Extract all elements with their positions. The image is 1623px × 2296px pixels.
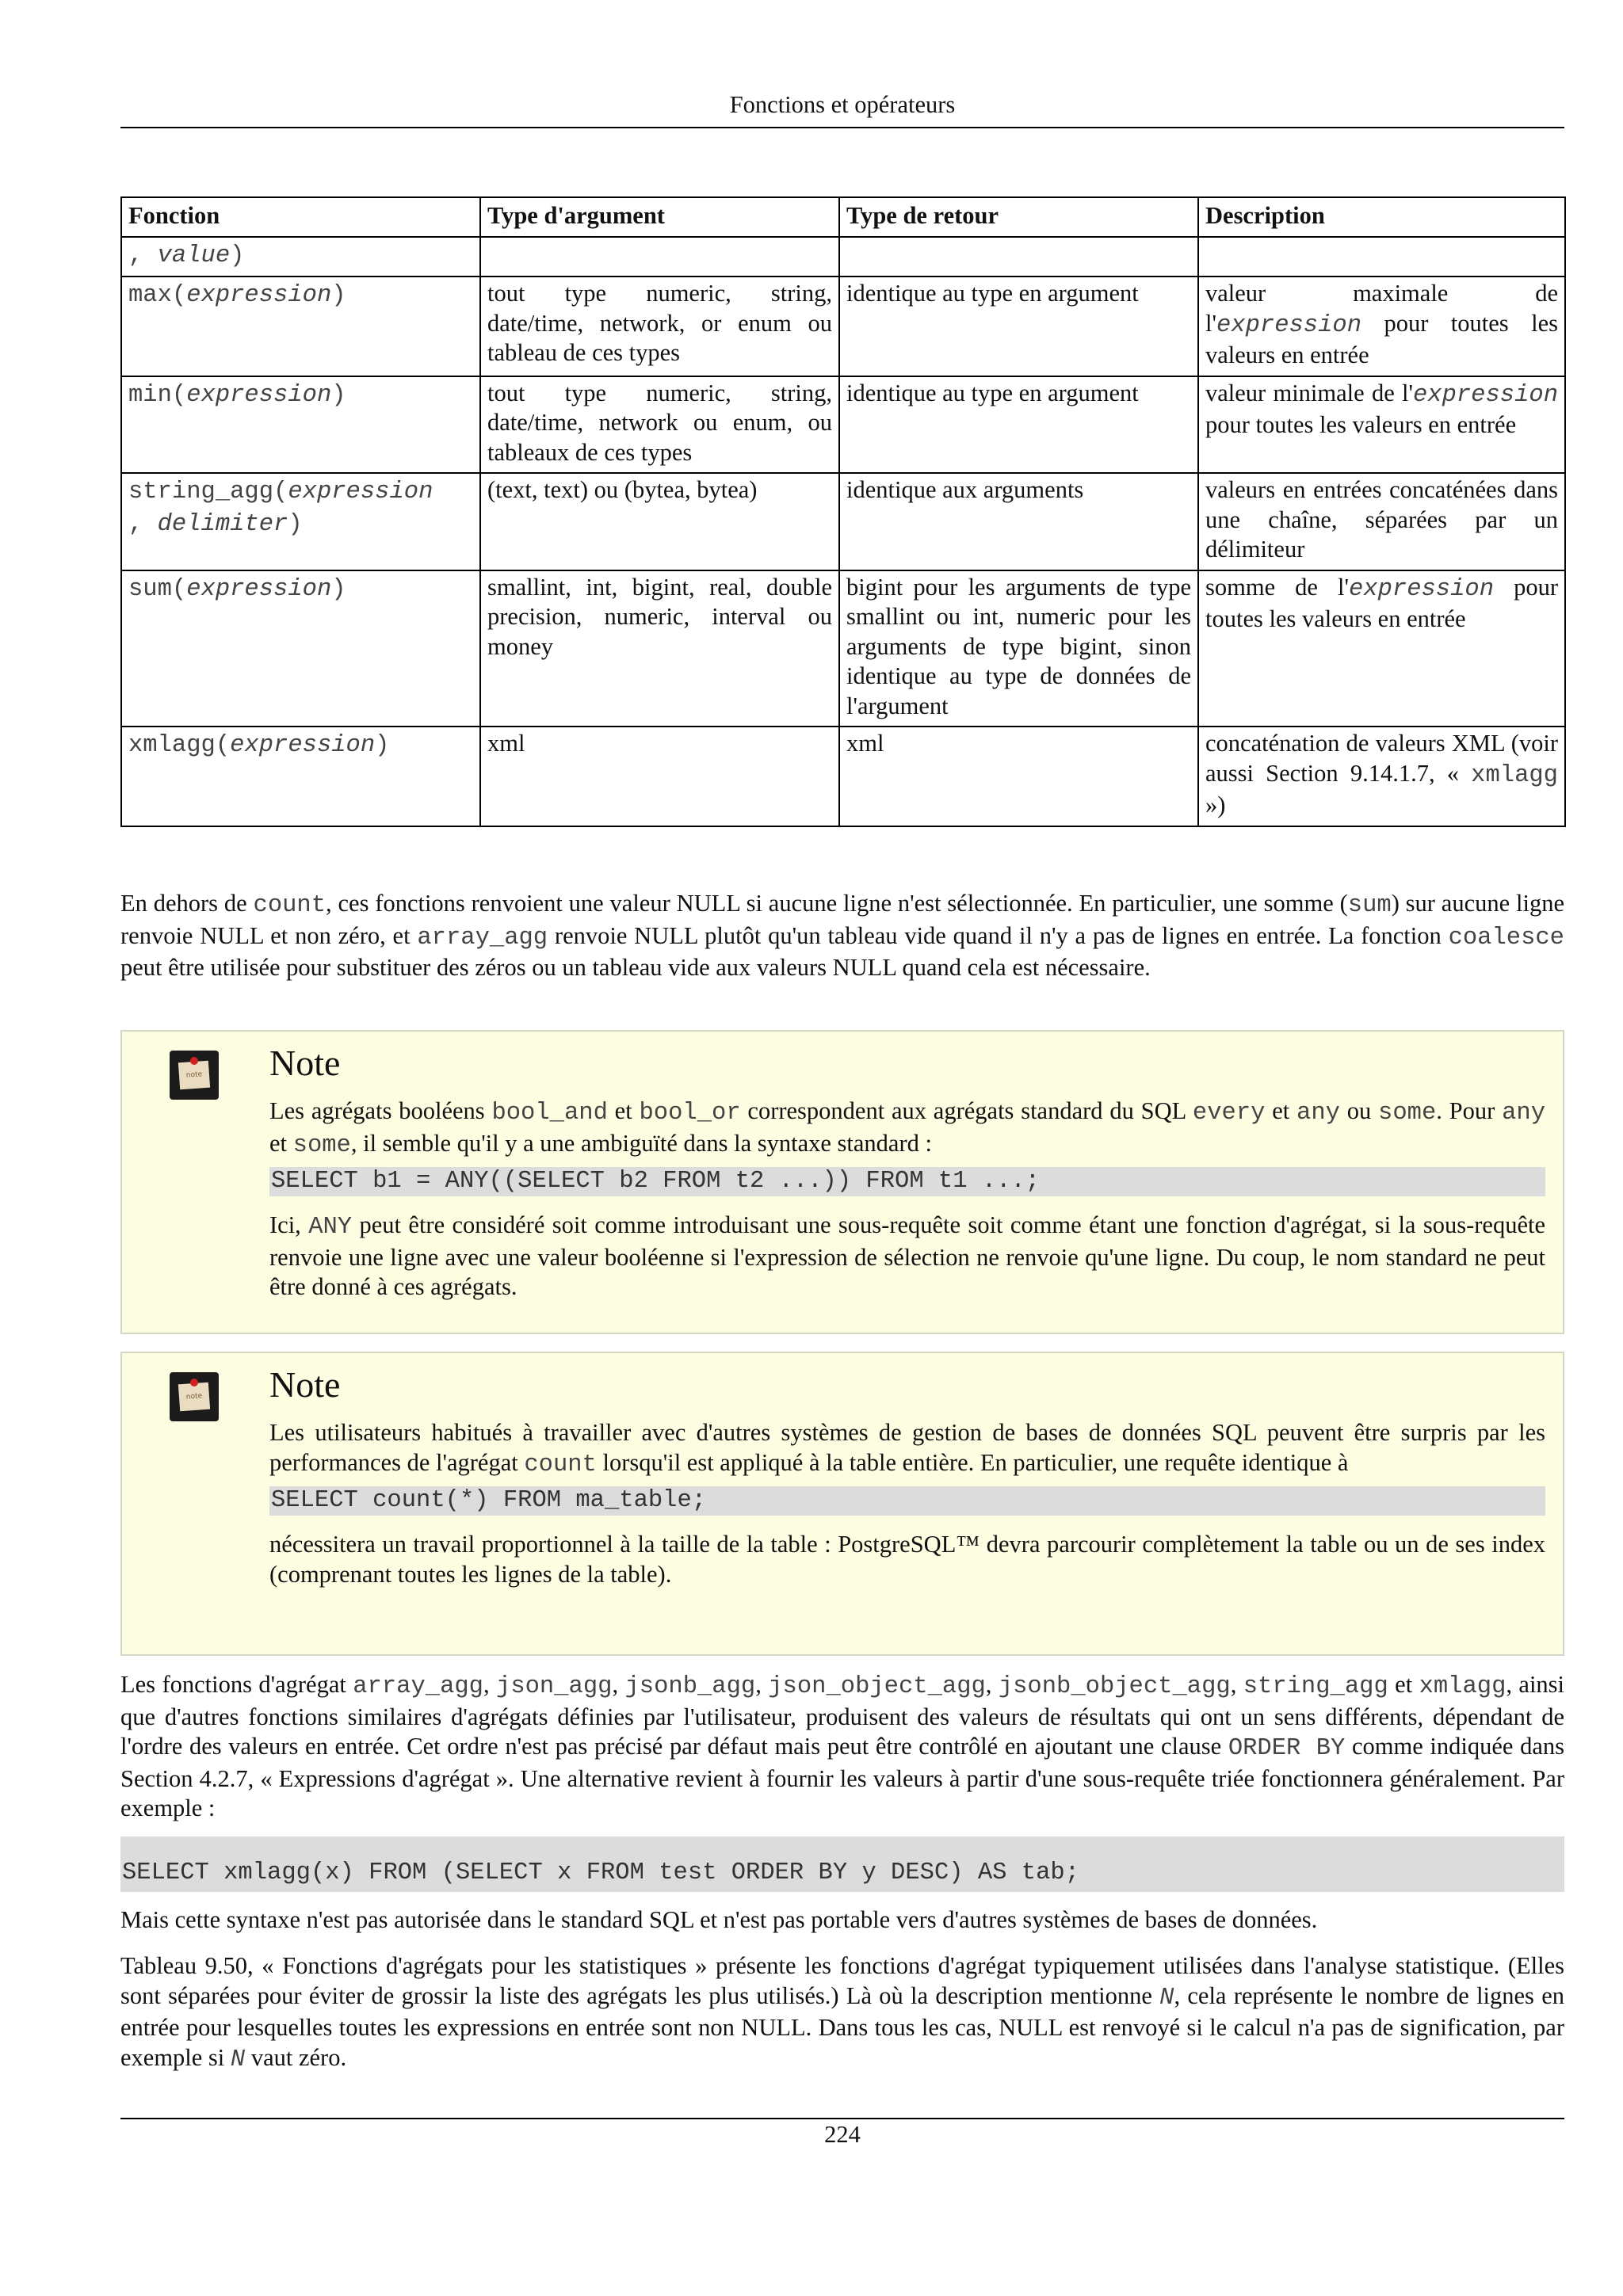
text: . Pour [1436,1097,1503,1124]
paragraph-portability: Mais cette syntaxe n'est pas autorisée dans le standard SQL et n'est pas portable vers d'autres systèmes de bases de données. [120,1906,1318,1933]
arg-type-cell [480,237,839,277]
text: correspondent aux agrégats standard du SQL [740,1097,1193,1124]
text: Tableau 9.50, « Fonctions d'agrégats pour les statistiques » présente les fonctions d'agrégat typiquement utilisées dans l'analyse statistique. (Elles sont séparées pour éviter de grossir la liste des agrégats les plus utilisés.) Là où la description mentionne [120,1952,1564,2009]
function-cell [121,376,480,474]
text: Les agrégats booléens [269,1097,492,1124]
fn-close: ) [331,381,346,409]
inline-code: count [253,892,327,919]
desc-code: expression [1216,311,1362,339]
note-paragraph [269,1211,1545,1302]
fn-close: ) [230,242,245,269]
inline-code: json_agg [496,1673,613,1700]
inline-code: bool_or [639,1100,741,1127]
desc-code: expression [1412,381,1558,409]
fn-close: ) [331,282,346,309]
fn-arg: expression [186,381,332,409]
inline-code: array_agg [417,924,548,952]
text: , ces fonctions renvoient une valeur NULL si aucune ligne n'est sélectionnée. En particulier, une somme ( [326,890,1348,917]
inline-code: jsonb_agg [624,1673,756,1700]
note-box [120,1352,1564,1656]
function-cell [121,237,480,277]
code-snippet: SELECT count(*) FROM ma_table; [269,1486,1545,1516]
text: , cela représente le nombre de lignes en entrée pour lesquelles toutes les expressions en entrée sont non NULL. Dans tous les cas, NULL est renvoyé si le calcul n'a pas de signification, par exemple si [120,1981,1564,2071]
table-row [121,473,1565,570]
return-type-cell: identique au type en argument [839,277,1198,376]
column-header: Type d'argument [480,197,839,237]
note-title: Note [269,1364,341,1405]
text: En dehors de [120,890,254,917]
text: comme indiquée dans Section 4.2.7, « Expressions d'agrégat ». Une alternative revient à fournir les valeurs à partir d'une sous-requête triée fonctionnera généralement. Par exemple : [120,1733,1564,1821]
inline-code: array_agg [353,1673,483,1700]
table-row [121,237,1565,277]
desc-text: pour toutes les valeurs en entrée [1205,309,1558,368]
function-cell [121,473,480,570]
text: , [755,1671,769,1698]
description-cell: valeurs en entrées concaténées dans une chaîne, séparées par un délimiteur [1198,473,1565,570]
inline-code: xmlagg [1419,1673,1507,1700]
fn-close: ) [288,510,303,538]
paragraph-null-results [120,889,1564,983]
function-cell [121,727,480,826]
inline-code: some [1378,1100,1437,1127]
fn-sep: , [128,510,158,538]
text: Les utilisateurs habitués à travailler avec d'autres systèmes de gestion de bases de données SQL peuvent être surpris par les performances de l'agrégat [269,1419,1545,1476]
inline-code: bool_and [491,1100,608,1127]
desc-code: expression [1348,575,1495,603]
fn-name: sum( [128,575,187,603]
inline-code: coalesce [1448,924,1564,952]
text: , ainsi que d'autres fonctions similaires d'agrégats définies par l'utilisateur, produisent des valeurs de résultats qui ont un sens différents, dépendant de l'ordre des valeurs en entrée. Cet ordre n'est pas précisé par défaut mais peut être contrôlé en ajoutant une clause [120,1671,1565,1760]
return-type-cell: xml [839,727,1198,826]
note-paragraph [269,1097,1545,1161]
table-header-row [121,197,1565,237]
inline-code: N [1159,1984,1174,2012]
fn-arg: value [157,242,231,269]
footer-rule [120,2118,1564,2119]
description-cell [1198,376,1565,474]
inline-code: sum [1347,892,1392,919]
text: , [1230,1671,1243,1698]
desc-text: ») [1205,791,1226,818]
header-rule [120,127,1564,128]
fn-arg: delimiter [157,510,288,538]
note-icon: note [170,1051,219,1100]
text: et [1265,1097,1297,1124]
inline-code: any [1296,1100,1340,1127]
fn-name: xmlagg( [128,732,231,759]
text: et [269,1129,293,1157]
text: vaut zéro. [245,2043,347,2071]
aggregate-functions-table [120,196,1566,827]
desc-text: valeur maximale de l' [1205,280,1558,337]
inline-code: count [524,1451,597,1478]
description-cell [1198,237,1565,277]
return-type-cell [839,237,1198,277]
text: Les fonctions d'agrégat [120,1671,353,1698]
inline-code: jsonb_object_agg [998,1673,1231,1700]
inline-code: json_object_agg [768,1673,986,1700]
text: ) sur aucune ligne renvoie NULL et non zéro, et [120,890,1564,949]
note-paragraph [269,1418,1545,1480]
description-cell [1198,727,1565,826]
note-box [120,1030,1564,1334]
text: et [607,1097,640,1124]
desc-text: valeur minimale de l' [1205,379,1413,406]
inline-code: ANY [308,1214,353,1241]
text: , [985,1671,999,1698]
paragraph-statistics [120,1951,1564,2075]
text: , il semble qu'il y a une ambiguïté dans la syntaxe standard : [350,1129,932,1157]
fn-name: max( [128,282,187,309]
code-snippet: SELECT b1 = ANY((SELECT b2 FROM t2 ...)) FROM t1 ...; [269,1167,1545,1196]
arg-type-cell: (text, text) ou (bytea, bytea) [480,473,839,570]
return-type-cell: identique aux arguments [839,473,1198,570]
inline-code: any [1502,1100,1546,1127]
fn-arg: expression [186,575,332,603]
fn-sep: , [128,242,158,269]
note-title: Note [269,1043,341,1083]
running-header: Fonctions et opérateurs [729,91,956,118]
inline-code: every [1192,1100,1266,1127]
description-cell [1198,277,1565,376]
column-header: Fonction [121,197,480,237]
fn-close: ) [375,732,390,759]
desc-text: concaténation de valeurs XML (voir aussi Section 9.14.1.7, « [1205,730,1558,787]
text: Ici, [269,1211,309,1238]
inline-code: some [292,1131,351,1159]
column-header: Type de retour [839,197,1198,237]
table-row [121,376,1565,474]
text: ou [1339,1097,1379,1124]
fn-arg: expression [186,282,332,309]
note-icon: note [170,1372,219,1421]
text: peut être utilisée pour substituer des zéros ou un tableau vide aux valeurs NULL quand cela est nécessaire. [120,954,1151,981]
page-number: 224 [824,2121,861,2148]
function-cell [121,570,480,727]
code-block: SELECT xmlagg(x) FROM (SELECT x FROM test ORDER BY y DESC) AS tab; [120,1836,1564,1892]
table-row [121,277,1565,376]
desc-code: xmlagg [1471,761,1558,789]
text: , [483,1671,497,1698]
fn-arg: expression [288,479,433,505]
arg-type-cell: tout type numeric, string, date/time, network, or enum ou tableau de ces types [480,277,839,376]
fn-arg: expression [230,732,376,759]
fn-close: ) [331,575,346,603]
arg-type-cell: xml [480,727,839,826]
text: lorsqu'il est appliqué à la table entière. En particulier, une requête identique à [596,1448,1349,1476]
fn-name: string_agg( [128,479,288,505]
return-type-cell: identique au type en argument [839,376,1198,474]
arg-type-cell: tout type numeric, string, date/time, network ou enum, ou tableaux de ces types [480,376,839,474]
description-cell [1198,570,1565,727]
inline-code: N [230,2046,246,2073]
paragraph-ordering [120,1670,1564,1824]
text: peut être considéré soit comme introduisant une sous-requête soit comme étant une fonction d'agrégat, si la sous-requête renvoie une ligne avec une valeur booléenne si l'expression de sélection ne renvoie qu'une ligne. Du coup, le nom standard ne peut être donné à ces agrégats. [269,1211,1545,1300]
arg-type-cell: smallint, int, bigint, real, double precision, numeric, interval ou money [480,570,839,727]
text: , [612,1671,625,1698]
note-paragraph: nécessitera un travail proportionnel à la taille de la table : PostgreSQL™ devra parcourir complètement la table ou un de ses index (comprenant toutes les lignes de la table). [269,1531,1545,1588]
desc-text: somme de l' [1205,573,1349,601]
inline-code: ORDER BY [1228,1735,1346,1762]
function-cell [121,277,480,376]
fn-name: min( [128,381,187,409]
column-header: Description [1198,197,1565,237]
text: renvoie NULL plutôt qu'un tableau vide quand il n'y a pas de lignes en entrée. La fonction [548,921,1449,949]
inline-code: string_agg [1243,1673,1388,1700]
table-row [121,570,1565,727]
table-row [121,727,1565,826]
desc-text: pour toutes les valeurs en entrée [1205,573,1558,632]
return-type-cell: bigint pour les arguments de type smallint ou int, numeric pour les arguments de type bigint, sinon identique au type de données de l'argument [839,570,1198,727]
desc-text: pour toutes les valeurs en entrée [1205,411,1517,438]
text: et [1388,1671,1419,1698]
